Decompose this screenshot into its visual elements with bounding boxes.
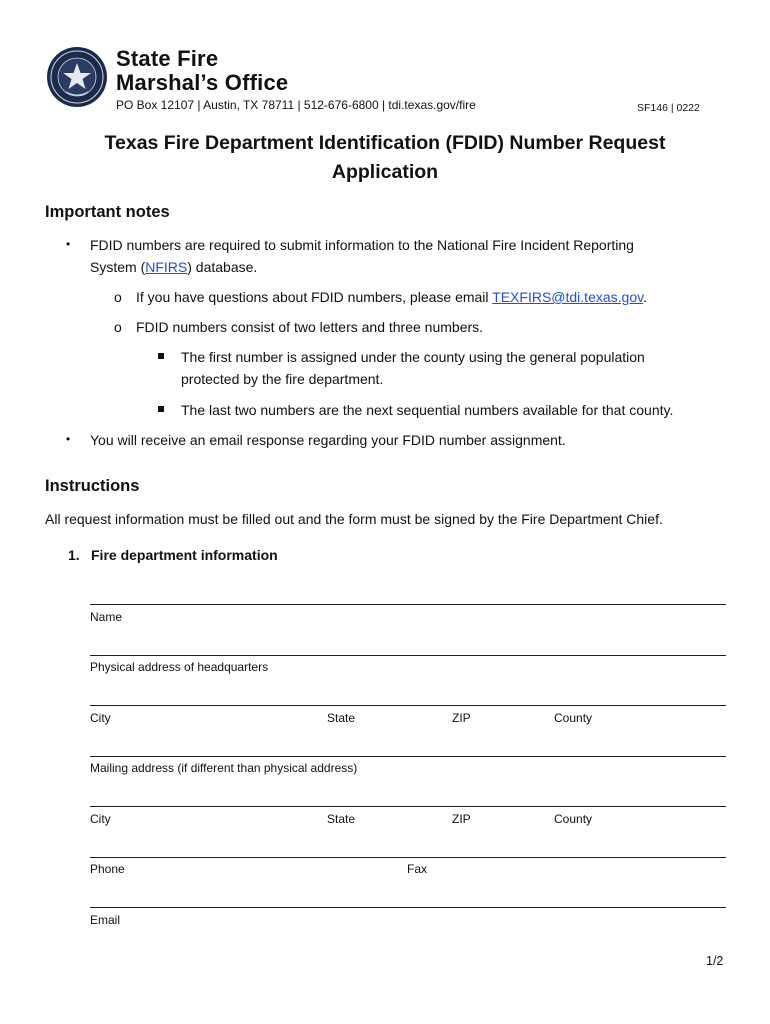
org-contact-info: PO Box 12107 | Austin, TX 78711 | 512-676-6800 | tdi.texas.gov/fire	[116, 98, 476, 112]
bullet-marker: •	[66, 237, 71, 251]
zip-label: ZIP	[452, 711, 471, 725]
phone-label: Phone	[90, 862, 125, 876]
note-nfirs-line2	[90, 256, 730, 278]
state-label: State	[327, 711, 356, 725]
mailing-address-label: Mailing address (if different than physical address)	[90, 761, 358, 775]
square-bullet-icon	[158, 353, 164, 359]
bullet-marker: •	[66, 432, 71, 446]
org-name-line1: State Fire	[116, 46, 219, 71]
note-first-number	[181, 346, 721, 390]
important-notes-heading: Important notes	[45, 203, 170, 221]
instructions-text: All request information must be filled out and the form must be signed by the Fire Department Chief.	[45, 511, 663, 527]
field-divider	[90, 604, 726, 605]
note-email-end: .	[643, 289, 647, 305]
note-nfirs-text-end: ) database.	[187, 259, 258, 275]
mailing-city-field[interactable]	[90, 830, 320, 856]
county-label: County	[554, 812, 593, 826]
physical-county-field[interactable]	[554, 729, 726, 755]
org-name-line2: Marshal’s Office	[116, 70, 289, 95]
email-field[interactable]	[90, 930, 726, 950]
note-nfirs	[90, 234, 730, 278]
note-nfirs-text: System (	[90, 259, 146, 275]
field-divider	[90, 806, 726, 807]
sub-bullet-marker: o	[114, 289, 122, 305]
state-label: State	[327, 812, 356, 826]
mailing-address-field[interactable]	[90, 779, 726, 805]
section-number: 1.	[68, 547, 80, 563]
instructions-heading: Instructions	[45, 477, 140, 495]
texfirs-email-link[interactable]: TEXFIRS@tdi.texas.gov	[492, 289, 644, 305]
note-email	[136, 286, 647, 308]
document-title	[60, 129, 710, 187]
city-label: City	[90, 812, 111, 826]
physical-city-field[interactable]	[90, 729, 320, 755]
form-number: SF146 | 0222	[637, 102, 700, 114]
field-divider	[90, 857, 726, 858]
note-first-number-line1: The first number is assigned under the county using the general population	[181, 349, 645, 365]
note-nfirs-line1: FDID numbers are required to submit information to the National Fire Incident Reporting	[90, 237, 634, 253]
phone-field[interactable]	[90, 880, 400, 906]
section-title: Fire department information	[91, 547, 278, 563]
field-divider	[90, 907, 726, 908]
name-label: Name	[90, 610, 123, 624]
name-field[interactable]	[90, 628, 726, 654]
email-label: Email	[90, 913, 121, 927]
note-email-response: You will receive an email response regarding your FDID number assignment.	[90, 432, 566, 448]
page-number: 1/2	[706, 954, 724, 968]
mailing-state-field[interactable]	[327, 830, 445, 856]
state-seal-icon	[46, 46, 108, 108]
zip-label: ZIP	[452, 812, 471, 826]
field-divider	[90, 705, 726, 706]
note-first-number-line2: protected by the fire department.	[181, 371, 384, 387]
nfirs-link[interactable]: NFIRS	[145, 259, 188, 275]
mailing-zip-field[interactable]	[452, 830, 547, 856]
fax-field[interactable]	[407, 880, 726, 906]
mailing-county-field[interactable]	[554, 830, 726, 856]
note-fdid-format: FDID numbers consist of two letters and three numbers.	[136, 319, 484, 335]
physical-zip-field[interactable]	[452, 729, 547, 755]
sub-bullet-marker: o	[114, 319, 122, 335]
note-email-text: If you have questions about FDID numbers, please email	[136, 289, 493, 305]
fax-label: Fax	[407, 862, 428, 876]
city-label: City	[90, 711, 111, 725]
square-bullet-icon	[158, 406, 164, 412]
county-label: County	[554, 711, 593, 725]
note-last-numbers: The last two numbers are the next sequential numbers available for that county.	[181, 402, 674, 418]
title-line2: Application	[331, 161, 439, 183]
field-divider	[90, 655, 726, 656]
field-divider	[90, 756, 726, 757]
physical-address-label: Physical address of headquarters	[90, 660, 269, 674]
physical-address-field[interactable]	[90, 678, 726, 704]
physical-state-field[interactable]	[327, 729, 445, 755]
title-line1: Texas Fire Department Identification (FDID) Number Request	[104, 132, 666, 154]
